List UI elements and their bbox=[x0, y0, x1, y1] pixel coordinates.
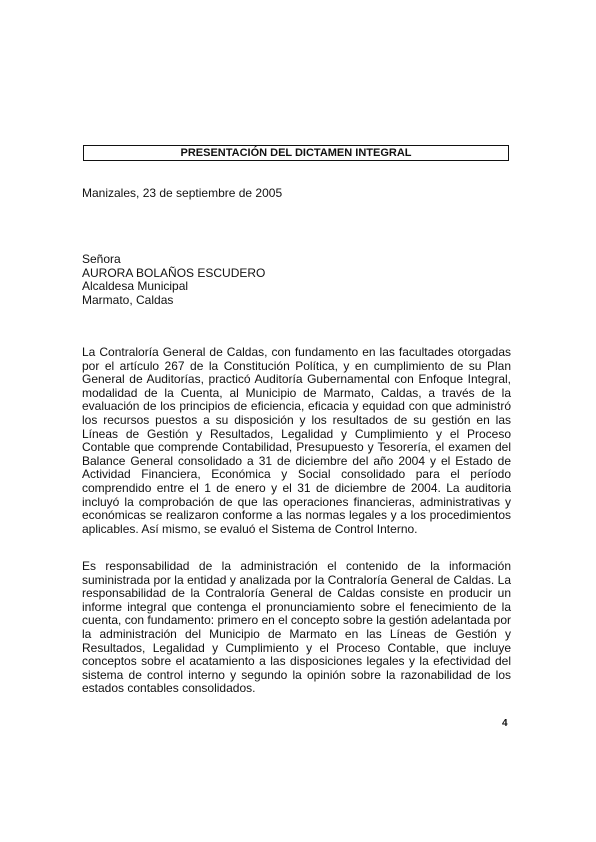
body-paragraph-2: Es responsabilidad de la administración el contenido de la información suministrada por la entidad y analizada por la Contraloría General de Caldas. La responsabilidad de la Contraloría General de Caldas consiste en producir un informe integral que contenga el pronunciamiento sobre el fenecimiento de la cuenta, con fundamento: primero en el concepto sobre la gestión adelantada por la administración del Municipio de Marmato en las Líneas de Gestión y Resultados, Legalidad y Cumplimiento y el Proceso Contable, que incluye conceptos sobre el acatamiento a las disposiciones legales y la efectividad del sistema de control interno y segundo la opinión sobre la razonabilidad de los estados contables consolidados. bbox=[82, 559, 511, 696]
recipient-location: Marmato, Caldas bbox=[82, 292, 174, 307]
body-paragraph-1: La Contraloría General de Caldas, con fundamento en las facultades otorgadas por el artículo 267 de la Constitución Política, y en cumplimiento de su Plan General de Auditorías, practicó Auditoría Gubernamental con Enfoque Integral, modalidad de la Cuenta, al Municipio de Marmato, Caldas, a través de la evaluación de los principios de eficiencia, eficacia y equidad con que administró los recursos puestos a su disposición y los resultados de su gestión en las Líneas de Gestión y Resultados, Legalidad y Cumplimiento y el Proceso Contable que comprende Contabilidad, Presupuesto y Tesorería, el examen del Balance General consolidado a 31 de diciembre del año 2004 y el Estado de Actividad Financiera, Económica y Social consolidado para el período comprendido entre el 1 de enero y el 31 de diciembre de 2004. La auditoria incluyó la comprobación de que las operaciones financieras, administrativas y económicas se realizaron conforme a las normas legales y a los procedimientos aplicables. Así mismo, se evaluó el Sistema de Control Interno. bbox=[82, 345, 511, 536]
page-number: 4 bbox=[502, 718, 508, 729]
date-line: Manizales, 23 de septiembre de 2005 bbox=[82, 186, 283, 200]
document-title: PRESENTACIÓN DEL DICTAMEN INTEGRAL bbox=[83, 145, 509, 161]
recipient-position: Alcaldesa Municipal bbox=[82, 279, 189, 293]
recipient-address-block bbox=[82, 253, 265, 307]
recipient-salutation: Señora bbox=[82, 252, 121, 266]
recipient-name: AURORA BOLAÑOS ESCUDERO bbox=[82, 265, 266, 280]
